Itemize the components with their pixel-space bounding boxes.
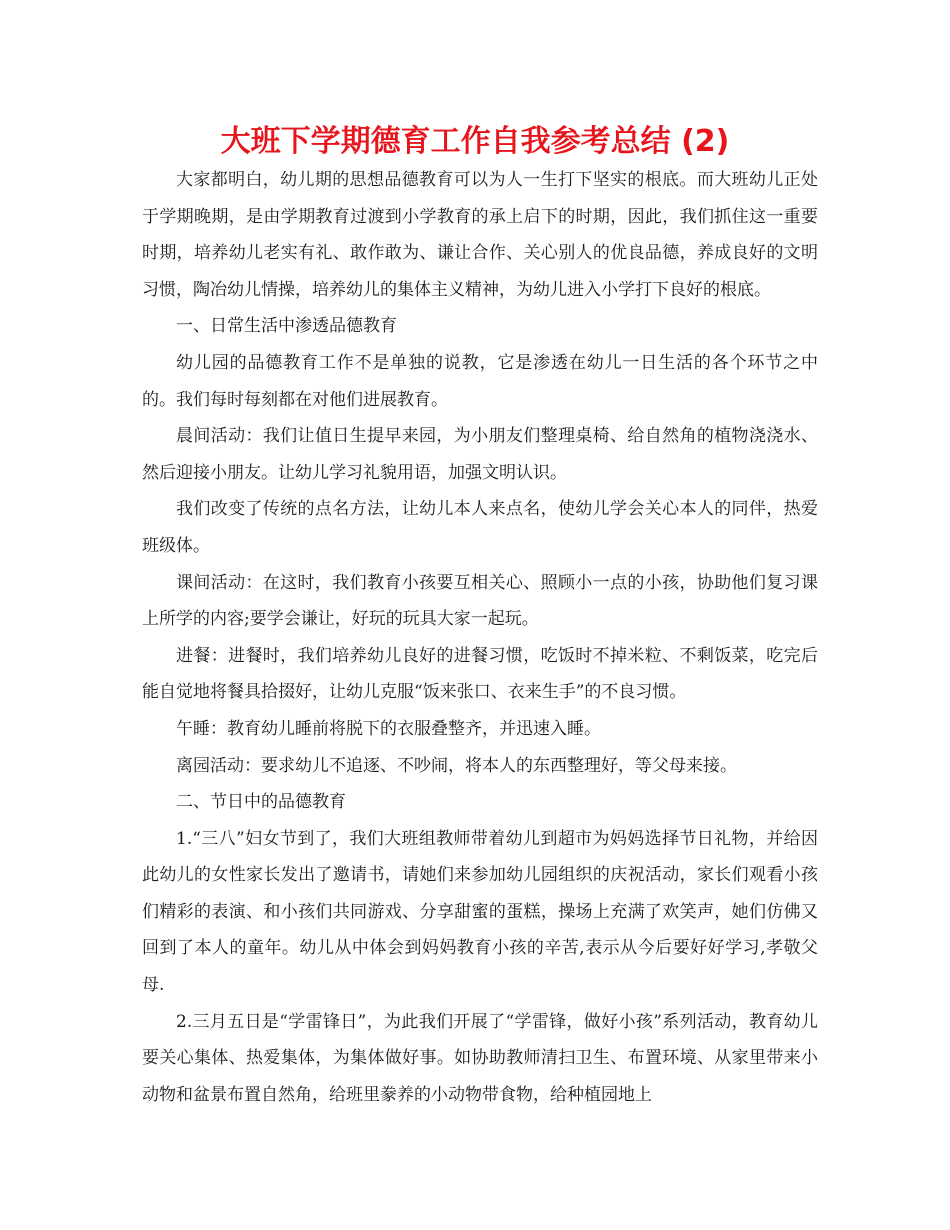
paragraph: 幼儿园的品德教育工作不是单独的说教，它是渗透在幼儿一日生活的各个环节之中的。我们每时每刻都在对他们进展教育。 bbox=[142, 352, 818, 410]
paragraph-nap: 午睡：教育幼儿睡前将脱下的衣服叠整齐，并迅速入睡。 bbox=[176, 718, 601, 739]
document-title: 大班下学期德育工作自我参考总结 (2) bbox=[220, 124, 730, 159]
paragraph-morning-activity: 晨间活动：我们让值日生提早来园，为小朋友们整理桌椅、给自然角的植物浇浇水、然后迎接小朋友。让幼儿学习礼貌用语，加强文明认识。 bbox=[142, 426, 818, 483]
paragraph-womens-day: 1.“三八”妇女节到了，我们大班组教师带着幼儿到超市为妈妈选择节日礼物，并给因此幼儿的女性家长发出了邀请书，请她们来参加幼儿园组织的庆祝活动，家长们观看小孩们精彩的表演、和小孩们共同游戏、分享甜蜜的蛋糕，操场上充满了欢笑声，她们仿佛又回到了本人的童年。幼儿从中体会到妈妈教育小孩的辛苦,表示从今后要好好学习,孝敬父母. bbox=[142, 828, 818, 996]
section-heading-holidays: 二、节日中的品德教育 bbox=[176, 792, 346, 813]
paragraph: 我们改变了传统的点名方法，让幼儿本人来点名，使幼儿学会关心本人的同伴，热爱班级体。 bbox=[142, 499, 818, 556]
section-heading-daily-life: 一、日常生活中渗透品德教育 bbox=[176, 316, 397, 337]
paragraph-intro: 大家都明白，幼儿期的思想品德教育可以为人一生打下坚实的根底。而大班幼儿正处于学期晚期，是由学期教育过渡到小学教育的承上启下的时期，因此，我们抓住这一重要时期，培养幼儿老实有礼、敢作敢为、谦让合作、关心别人的优良品德，养成良好的文明习惯，陶冶幼儿情操，培养幼儿的集体主义精神，为幼儿进入小学打下良好的根底。 bbox=[142, 170, 818, 300]
document-body bbox=[142, 162, 818, 1113]
paragraph-meal: 进餐：进餐时，我们培养幼儿良好的进餐习惯，吃饭时不掉米粒、不剩饭菜，吃完后能自觉地将餐具拾掇好，让幼儿克服“饭来张口、衣来生手”的不良习惯。 bbox=[142, 645, 818, 703]
paragraph-leaving: 离园活动：要求幼儿不追逐、不吵闹，将本人的东西整理好，等父母来接。 bbox=[176, 755, 737, 776]
paragraph-break-activity: 课间活动：在这时，我们教育小孩要互相关心、照顾小一点的小孩，协助他们复习课上所学的内容;要学会谦让，好玩的玩具大家一起玩。 bbox=[142, 572, 818, 630]
paragraph-lei-feng-day: 2.三月五日是“学雷锋日”，为此我们开展了“学雷锋，做好小孩”系列活动，教育幼儿要关心集体、热爱集体，为集体做好事。如协助教师清扫卫生、布置环境、从家里带来小动物和盆景布置自然角，给班里豢养的小动物带食物，给种植园地上 bbox=[142, 1011, 818, 1105]
